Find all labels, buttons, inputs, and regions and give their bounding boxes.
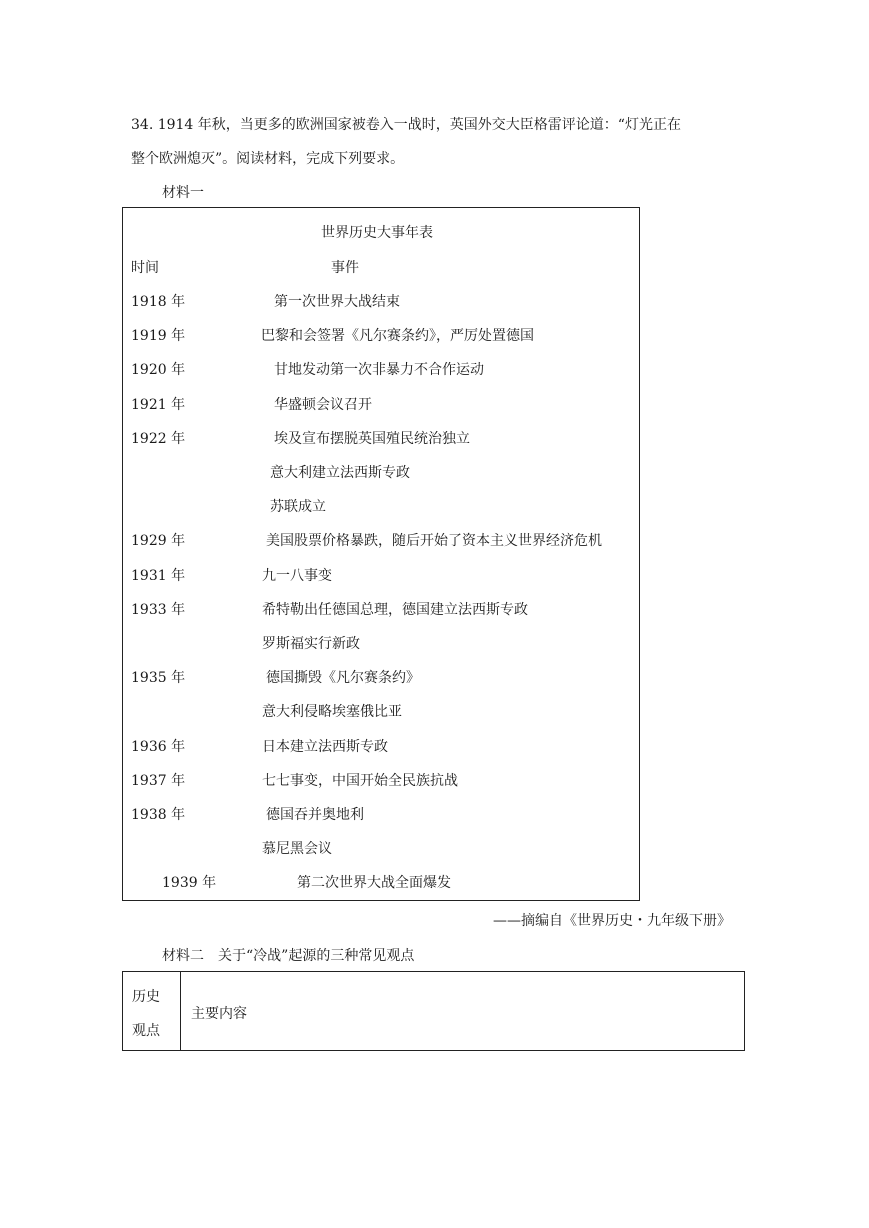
material1-label: 材料一 [162, 185, 204, 201]
event-text: 巴黎和会签署《凡尔赛条约》，严厉处置德国 [261, 328, 534, 345]
event-row [131, 565, 636, 585]
event-text: 华盛顿会议召开 [274, 396, 372, 413]
event-year: 1939 年 [162, 875, 217, 892]
event-year: 1937 年 [131, 772, 186, 789]
event-text: 第一次世界大战结束 [274, 294, 400, 310]
event-year: 1938 年 [131, 807, 186, 823]
event-text: 埃及宣布摆脱英国殖民统治独立 [274, 430, 470, 447]
event-row [131, 770, 636, 790]
event-text: 德国撕毁《凡尔赛条约》 [266, 670, 420, 687]
event-row [131, 496, 636, 516]
event-text: 意大利侵略埃塞俄比亚 [262, 704, 402, 721]
event-year: 1933 年 [131, 601, 186, 618]
event-year: 1929 年 [131, 533, 186, 550]
event-text: 德国吞并奥地利 [266, 807, 364, 823]
event-text: 意大利建立法西斯专政 [270, 465, 410, 481]
viewpoints-content-header: 主要内容 [191, 1006, 247, 1022]
events-table [122, 207, 640, 901]
event-year: 1935 年 [131, 670, 186, 687]
event-text: 日本建立法西斯专政 [262, 738, 388, 755]
event-text: 九一八事变 [262, 567, 332, 584]
event-row [131, 530, 636, 550]
event-row [131, 701, 636, 721]
material2-label: 材料二 关于“冷战”起源的三种常见观点 [162, 948, 415, 964]
event-row [131, 291, 636, 311]
event-row [131, 394, 636, 414]
viewpoints-table [122, 971, 745, 1051]
event-row [131, 804, 636, 824]
event-year: 1918 年 [131, 294, 186, 310]
event-row [131, 599, 636, 619]
header-event: 事件 [331, 260, 359, 276]
event-row [131, 359, 636, 379]
event-year: 1919 年 [131, 328, 186, 345]
event-row [131, 736, 636, 756]
event-text: 第二次世界大战全面爆发 [297, 875, 451, 892]
event-text: 七七事变，中国开始全民族抗战 [262, 772, 458, 789]
question-line-2: 整个欧洲熄灭”。阅读材料，完成下列要求。 [131, 151, 405, 167]
events-table-header [131, 257, 636, 277]
event-row [131, 838, 636, 858]
event-row [131, 428, 636, 448]
event-text: 希特勒出任德国总理，德国建立法西斯专政 [262, 601, 528, 618]
event-year: 1922 年 [131, 430, 186, 447]
question-line-1: 34. 1914 年秋，当更多的欧洲国家被卷入一战时，英国外交大臣格雷评论道：“灯光正在 [131, 117, 681, 133]
source-citation: ——摘编自《世界历史・九年级下册》 [493, 913, 731, 929]
event-year: 1936 年 [131, 738, 186, 755]
event-text: 甘地发动第一次非暴力不合作运动 [274, 362, 484, 379]
event-row [131, 325, 636, 345]
viewpoints-col-header [123, 972, 181, 1050]
event-row [131, 667, 636, 687]
viewpoints-col-header-line1: 历史 [132, 989, 160, 1005]
event-year: 1920 年 [131, 362, 186, 379]
event-row [131, 872, 636, 892]
event-text: 苏联成立 [270, 499, 326, 516]
header-time: 时间 [131, 260, 159, 276]
event-year: 1931 年 [131, 567, 186, 584]
event-text: 慕尼黑会议 [262, 841, 332, 858]
event-text: 美国股票价格暴跌，随后开始了资本主义世界经济危机 [266, 533, 602, 550]
event-year: 1921 年 [131, 396, 186, 413]
events-table-title: 世界历史大事年表 [321, 225, 433, 241]
event-text: 罗斯福实行新政 [262, 636, 360, 652]
viewpoints-col-header-line2: 观点 [132, 1023, 160, 1039]
event-row [131, 462, 636, 482]
event-row [131, 633, 636, 653]
